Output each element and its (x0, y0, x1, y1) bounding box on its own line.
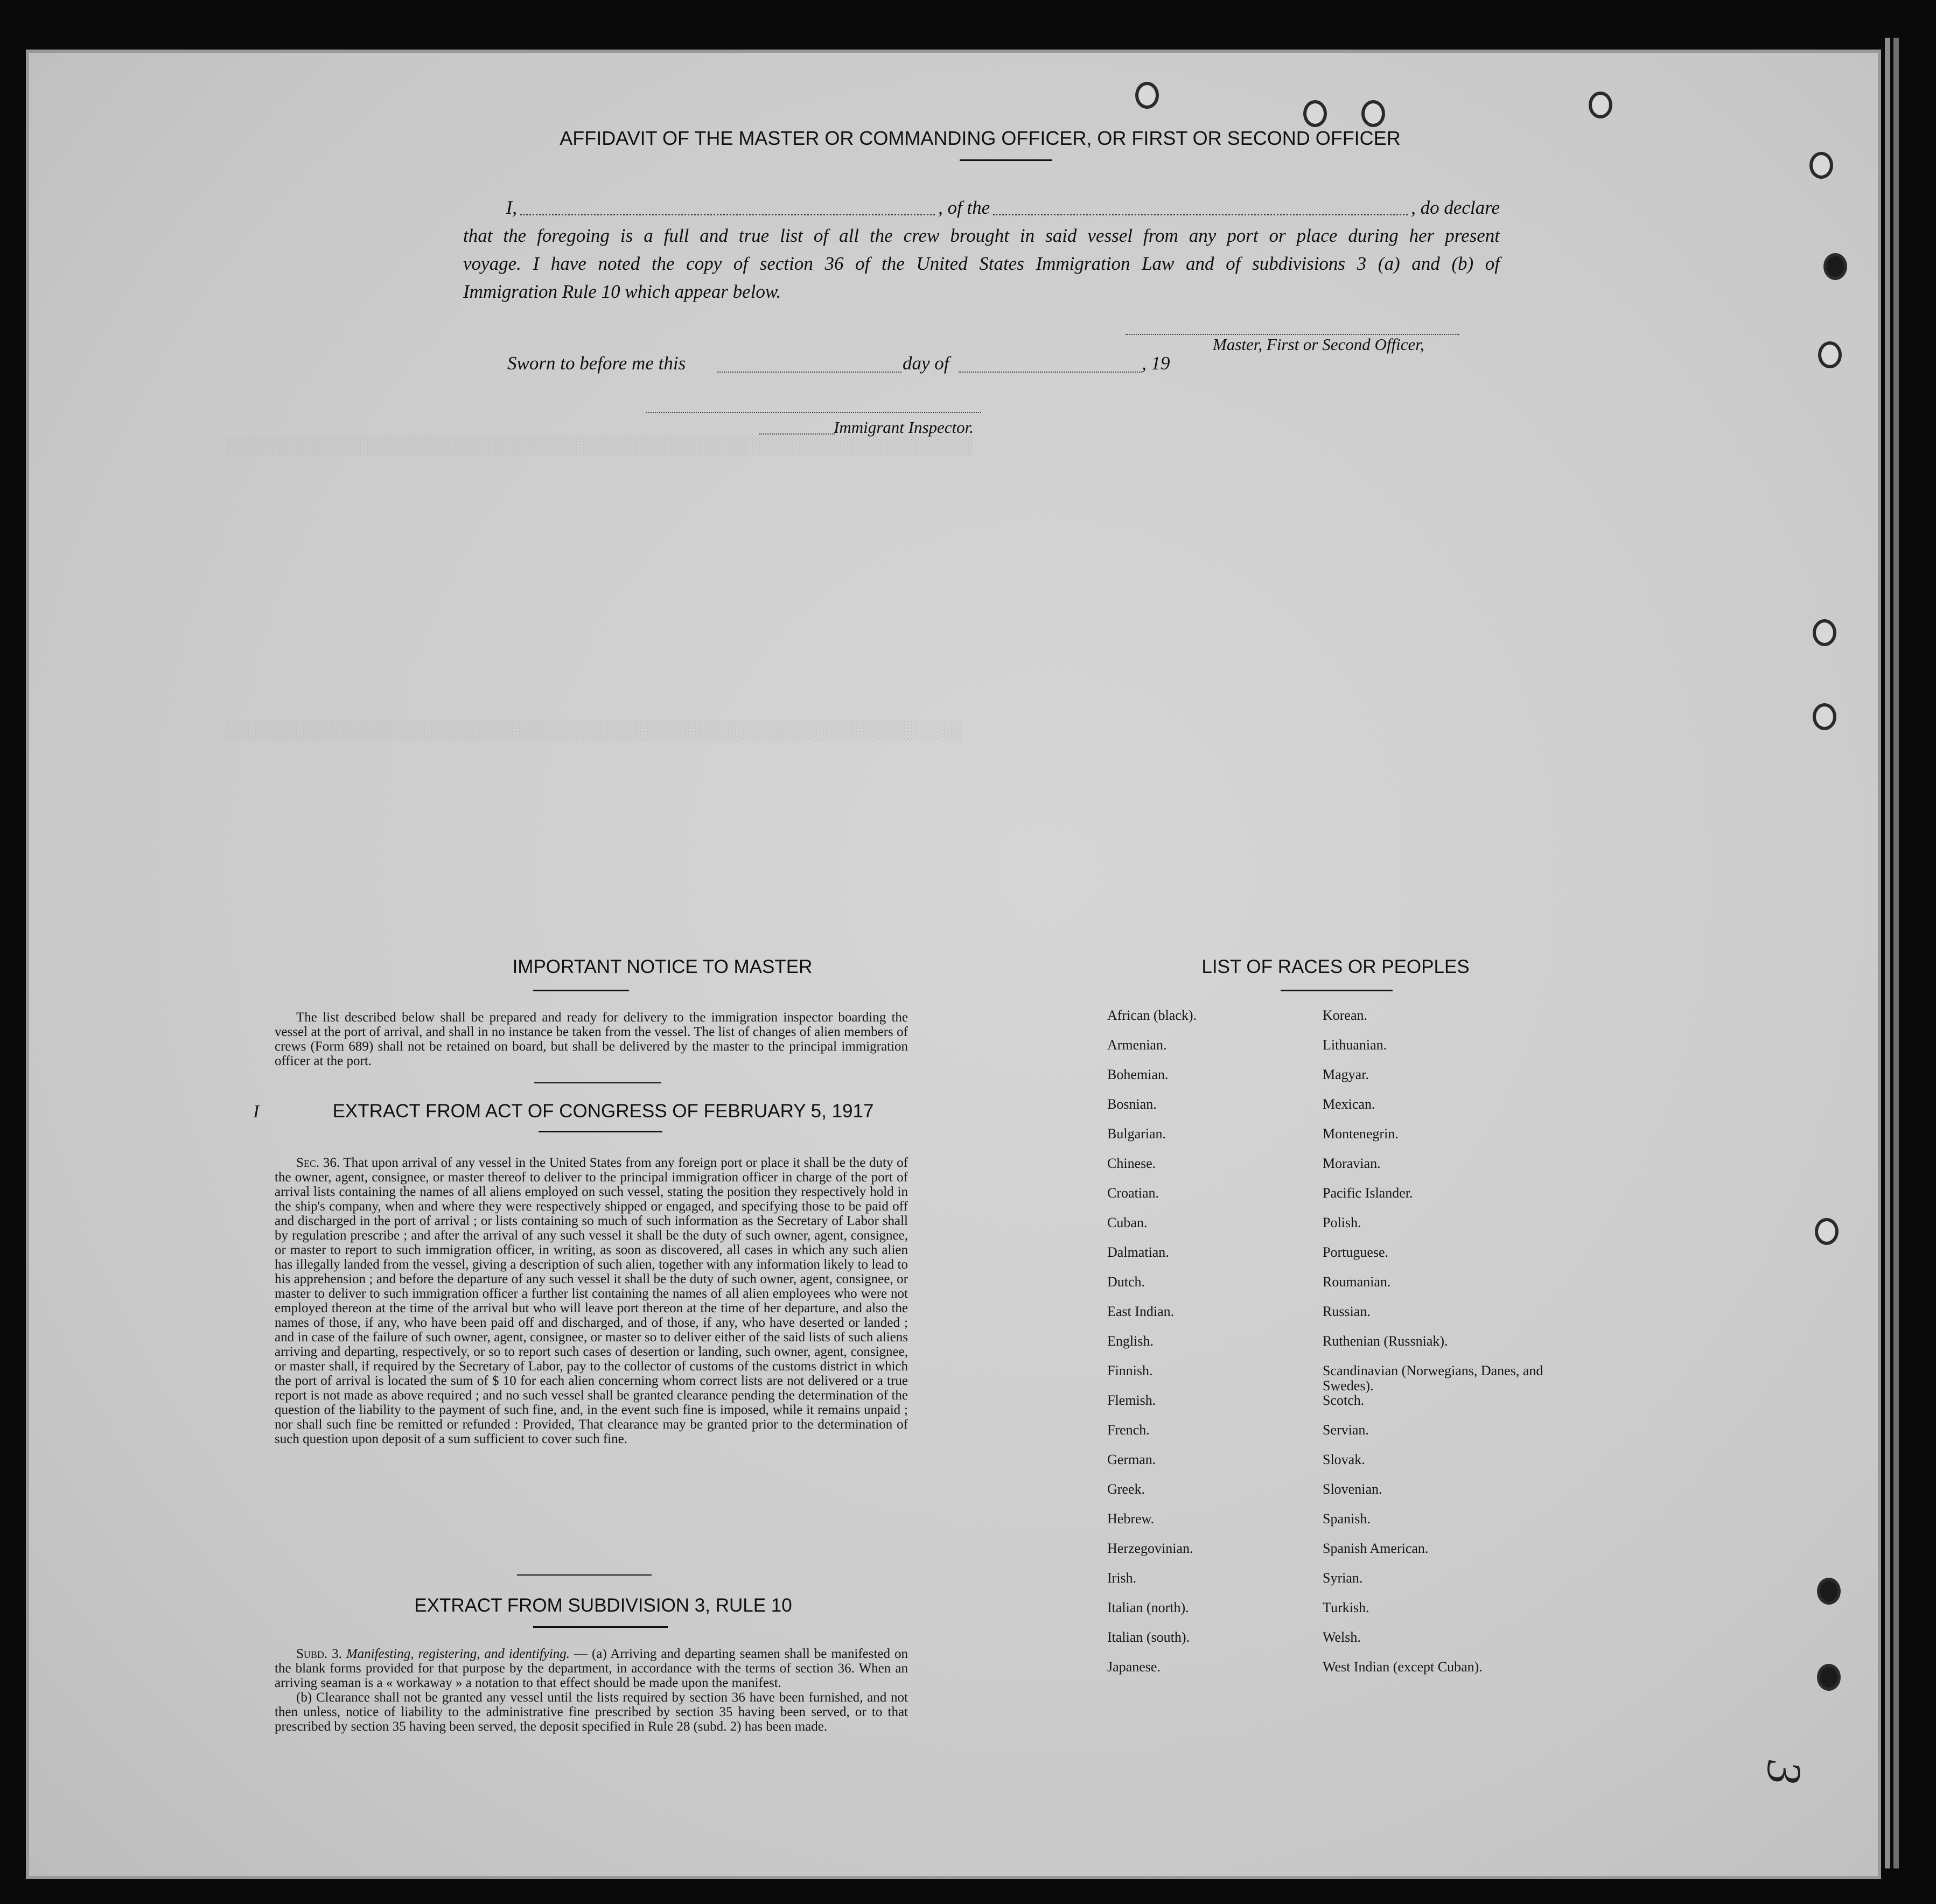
margin-mark-i: I (253, 1102, 260, 1122)
vessel-blank (993, 194, 1408, 215)
rule-text (275, 1647, 908, 1734)
page-edge (1893, 38, 1899, 1868)
day-of-label: day of (903, 353, 949, 374)
act-text (275, 1156, 908, 1446)
race-item: Bulgarian. (1107, 1126, 1166, 1142)
rule-title: EXTRACT FROM SUBDIVISION 3, RULE 10 (414, 1595, 792, 1616)
notice-title: IMPORTANT NOTICE TO MASTER (512, 956, 813, 977)
race-item: German. (1107, 1452, 1156, 1467)
declaration-block (463, 194, 1500, 306)
race-item: Japanese. (1107, 1659, 1161, 1675)
name-blank (520, 194, 935, 215)
race-item: Lithuanian. (1323, 1037, 1387, 1053)
punch-hole (1589, 92, 1612, 118)
subd-heading: Manifesting, registering, and identifying. (346, 1647, 570, 1661)
race-item: Mexican. (1323, 1096, 1375, 1112)
rule-underline (533, 1626, 668, 1628)
race-item: Chinese. (1107, 1156, 1156, 1171)
race-item: Welsh. (1323, 1629, 1361, 1645)
race-item: Turkish. (1323, 1600, 1369, 1615)
declaration-line-2: that the foregoing is a full and true list of all the crew brought in said vessel from any port or place during her present (463, 225, 1500, 246)
declaration-line-4: Immigration Rule 10 which appear below. (463, 281, 781, 302)
race-item: Italian (south). (1107, 1629, 1190, 1645)
race-item: Montenegrin. (1323, 1126, 1399, 1142)
race-item: Italian (north). (1107, 1600, 1189, 1615)
race-item: Herzegovinian. (1107, 1541, 1193, 1556)
race-item: Croatian. (1107, 1185, 1159, 1201)
race-item: Scandinavian (Norwegians, Danes, and Swedes). (1323, 1363, 1543, 1394)
subd-label: Subd. 3. (296, 1647, 342, 1661)
race-item: Syrian. (1323, 1570, 1363, 1586)
race-item: Roumanian. (1323, 1274, 1391, 1290)
inspector-label: Immigrant Inspector. (834, 418, 974, 437)
punch-hole (1135, 82, 1159, 109)
declaration-of-the: , of the (938, 197, 990, 218)
race-item: Armenian. (1107, 1037, 1167, 1053)
notice-underline (533, 990, 629, 991)
race-item: Greek. (1107, 1481, 1145, 1497)
race-item: English. (1107, 1333, 1154, 1349)
race-item: Russian. (1323, 1304, 1371, 1319)
punch-hole (1815, 1218, 1839, 1245)
punch-hole (1817, 1578, 1841, 1605)
punch-hole (1818, 341, 1842, 368)
sworn-label: Sworn to before me this (507, 353, 686, 374)
race-item: Bohemian. (1107, 1067, 1169, 1082)
race-item: Spanish American. (1323, 1541, 1429, 1556)
notice-text (275, 1010, 908, 1068)
punch-hole (1361, 100, 1385, 127)
declaration-do-declare: , do declare (1411, 197, 1500, 218)
act-title: EXTRACT FROM ACT OF CONGRESS OF FEBRUARY 5, 1917 (332, 1101, 874, 1122)
year-label: , 19 (1142, 353, 1170, 374)
races-title: LIST OF RACES OR PEOPLES (1201, 956, 1470, 977)
races-list (1107, 1008, 1592, 1686)
race-item: French. (1107, 1422, 1150, 1438)
punch-hole (1817, 1664, 1841, 1691)
race-item: Magyar. (1323, 1067, 1369, 1082)
race-item: African (black). (1107, 1007, 1197, 1023)
race-item: Pacific Islander. (1323, 1185, 1413, 1201)
master-signature-label: Master, First or Second Officer, (1213, 335, 1424, 354)
race-item: Slovenian. (1323, 1481, 1382, 1497)
race-item: Moravian. (1323, 1156, 1381, 1171)
races-underline (1281, 990, 1393, 991)
title-underline (960, 159, 1052, 161)
race-item: Finnish. (1107, 1363, 1153, 1378)
race-item: Dalmatian. (1107, 1244, 1169, 1260)
race-item: Korean. (1323, 1007, 1368, 1023)
subd-text-a: — (a) Arriving and departing seamen shall be manifested on the blank forms provided for that purpose by the department, in accordance with the terms of section 36. When an arriving seaman is a « workaway » a notation to that effect should be made upon the manifest. (275, 1647, 908, 1690)
sworn-day-blank (717, 372, 901, 373)
race-item: Bosnian. (1107, 1096, 1157, 1112)
punch-hole (1303, 100, 1327, 127)
sworn-month-blank (959, 372, 1142, 373)
race-item: Scotch. (1323, 1392, 1365, 1408)
race-item: Slovak. (1323, 1452, 1365, 1467)
race-item: Spanish. (1323, 1511, 1371, 1527)
declaration-line-1 (463, 194, 1500, 222)
declaration-line-3: voyage. I have noted the copy of section 36 of the United States Immigration Law and of subdivisions 3 (a) and (b) of (463, 253, 1500, 274)
inspector-signature-line (646, 412, 981, 413)
race-item: Flemish. (1107, 1392, 1156, 1408)
punch-hole (1823, 253, 1847, 280)
subd-text-b: (b) Clearance shall not be granted any vessel until the lists required by section 36 have been furnished, and not then unless, notice of liability to the administrative fine prescribed by section 35 having been served, or to that prescribed by section 35 having been served, the deposit specified in Rule 28 (subd. 2) has been made. (275, 1690, 908, 1734)
notice-paragraph: The list described below shall be prepared and ready for delivery to the immigration inspector boarding the vessel at the port of arrival, and shall in no instance be taken from the vessel. The list of changes of alien members of crews (Form 689) shall not be retained on board, but shall be delivered by the master to the principal immigration officer at the port. (275, 1010, 908, 1068)
punch-hole (1809, 152, 1833, 179)
page-edge (1885, 38, 1890, 1868)
inspector-dots (759, 433, 835, 435)
race-item: Irish. (1107, 1570, 1137, 1586)
race-item: Cuban. (1107, 1215, 1148, 1230)
race-item: Dutch. (1107, 1274, 1145, 1290)
sec-36-label: Sec. 36. (296, 1156, 340, 1170)
race-item: Ruthenian (Russniak). (1323, 1333, 1448, 1349)
races-column-2 (1323, 1008, 1560, 1689)
handwritten-mark: 3 (1757, 1760, 1811, 1784)
races-column-1 (1107, 1008, 1333, 1689)
race-item: Hebrew. (1107, 1511, 1155, 1527)
race-item: Portuguese. (1323, 1244, 1389, 1260)
punch-hole (1813, 703, 1836, 730)
punch-hole (1813, 619, 1836, 646)
affidavit-title: AFFIDAVIT OF THE MASTER OR COMMANDING OFFICER, OR FIRST OR SECOND OFFICER (560, 127, 1401, 149)
act-divider (517, 1574, 652, 1576)
race-item: East Indian. (1107, 1304, 1175, 1319)
sec-36-text: That upon arrival of any vessel in the United States from any foreign port or place it shall be the duty of the owner, agent, consignee, or master thereof to deliver to the principal immigration officer in charge of the port of arrival lists containing the names of all aliens employed on such vessel, stating the position they respectively hold in the ship's company, when and where they were respectively shipped or engaged, and specifying those to be paid off and discharged in the port of arrival ; or lists containing so much of such information as the Secretary of Labor shall by regulation prescribe ; and after the arrival of any such vessel it shall be the duty of such owner, agent, consignee, or master to report to such immigration officer, in writing, as soon as discovered, all cases in which any such alien has illegally landed from the vessel, giving a description of such alien, together with any information likely to lead to his apprehension ; and before the departure of any such vessel it shall be the duty of such owner, agent, consignee, or master to deliver to such immigration officer a further list containing the names of all alien employees who were not employed thereon at the time of the arrival but who will leave port thereon at the time of her departure, and also the names of those, if any, who have been paid off and discharged, and of those, if any, who have deserted or landed ; and in case of the failure of such owner, agent, consignee, or master so to deliver either of the said lists of such aliens arriving and departing, respectively, or so to report such cases of desertion or landing, such owner, agent, consignee, or master shall, if required by the Secretary of Labor, pay to the collector of customs of the customs district in which the port of arrival is located the sum of $ 10 for each alien concerning whom correct lists are not delivered or a true report is not made as above required ; and no such vessel shall be granted clearance pending the determination of the question of the liability to the payment of such fine, and, in the event such fine is imposed, while it remains unpaid ; nor shall such fine be remitted or refunded : Provided, That clearance may be granted prior to the determination of such question upon deposit of a sum sufficient to cover such fine. (275, 1156, 908, 1446)
race-item: Polish. (1323, 1215, 1361, 1230)
race-item: Servian. (1323, 1422, 1369, 1438)
act-underline (539, 1131, 662, 1132)
declaration-i: I, (506, 197, 517, 218)
race-item: West Indian (except Cuban). (1323, 1659, 1483, 1675)
notice-divider (534, 1082, 661, 1083)
